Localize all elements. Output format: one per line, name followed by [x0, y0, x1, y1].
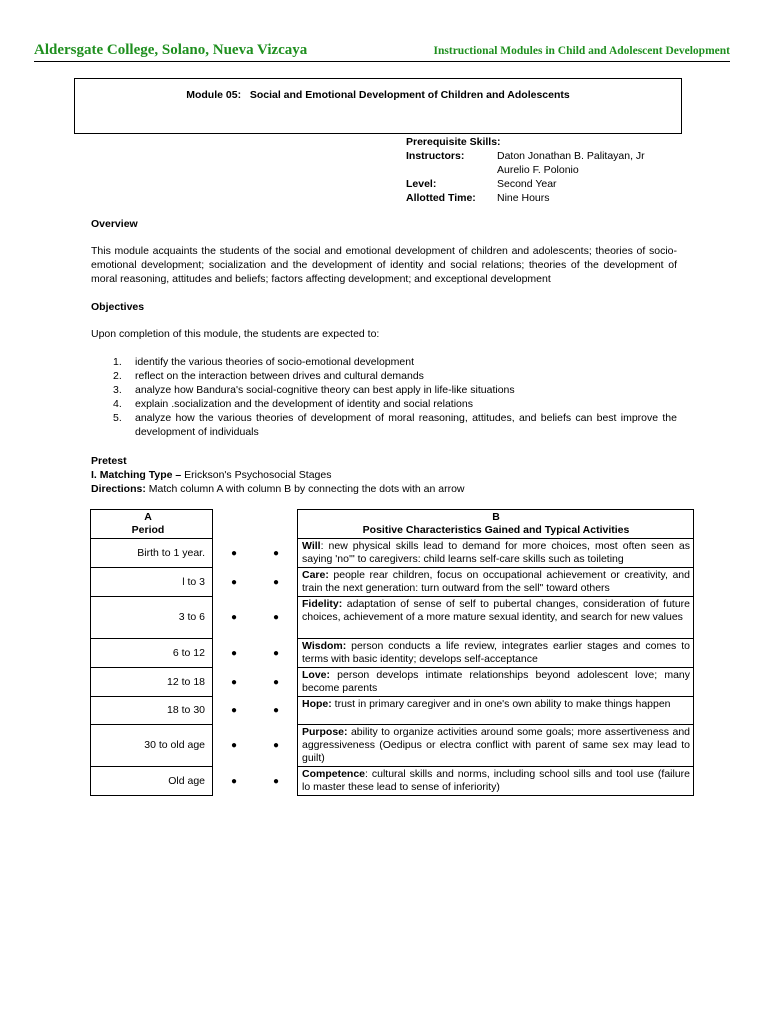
time-value: Nine Hours — [497, 192, 550, 204]
overview-text: This module acquaints the students of the social and emotional development of children and adolescents; theories of socio-emotional development; socialization and the development of identity and social relations; theories of the development of moral reasoning, attitudes and beliefs; factors affecting development; and exceptional development — [91, 245, 677, 285]
dot-a[interactable]: ● — [230, 576, 238, 588]
column-a-letter: A — [144, 511, 152, 523]
characteristic-desc: person develops intimate relationships beyond adolescent love; many become parents — [302, 669, 690, 694]
characteristic-term: Will — [302, 540, 321, 552]
characteristic-desc: people rear children, focus on occupational achievement or creativity, and train the next generation: turn outward from the sell" toward others — [302, 569, 690, 594]
characteristic-cell — [298, 697, 694, 725]
instructor-1: Daton Jonathan B. Palitayan, Jr — [497, 150, 645, 162]
dot-b[interactable]: ● — [272, 676, 280, 688]
dot-b[interactable]: ● — [272, 705, 280, 716]
period-cell: 12 to 18 — [91, 668, 213, 697]
objective-number: 2. — [113, 370, 122, 382]
module-title: Module 05: Social and Emotional Development of Children and Adolescents — [186, 89, 570, 101]
characteristic-term: Fidelity: — [302, 598, 343, 610]
objective-item — [91, 411, 677, 439]
table-row — [91, 725, 694, 767]
dot-b[interactable]: ● — [272, 647, 280, 659]
matching-type-text: Erickson's Psychosocial Stages — [181, 469, 332, 481]
period-cell: l to 3 — [91, 568, 213, 597]
column-b-header — [298, 510, 694, 539]
matching-type-line — [91, 468, 465, 482]
characteristic-desc: : new physical skills lead to demand for more choices, most often seen as saying 'no'" to caregivers: child learns self-care skills such as toileting — [302, 540, 690, 565]
objectives-heading: Objectives — [91, 301, 145, 313]
characteristic-term: Purpose: — [302, 726, 348, 738]
characteristic-cell — [298, 539, 694, 568]
dot-a[interactable]: ● — [230, 740, 238, 751]
characteristic-term: Care: — [302, 569, 329, 581]
characteristic-desc: ability to organize activities around some goals; more assertiveness and aggressiveness (Oedipus or electra conflict with parent of same sex may lead to guilt) — [302, 726, 690, 764]
table-row — [91, 597, 694, 639]
characteristic-cell — [298, 767, 694, 796]
characteristic-term: Hope: — [302, 698, 332, 710]
instructors-label: Instructors: — [406, 150, 465, 162]
characteristic-desc: adaptation of sense of self to pubertal changes, consideration of future choices, achievement of a more mature sexual identity, and search for new values — [302, 598, 690, 623]
characteristic-term: Competence — [302, 768, 366, 780]
column-b-title: Positive Characteristics Gained and Typical Activities — [362, 524, 630, 536]
column-a-header — [91, 510, 213, 539]
column-b-letter: B — [492, 511, 500, 523]
instructor-2: Aurelio F. Polonio — [497, 164, 579, 176]
dot-b[interactable]: ● — [272, 775, 280, 787]
characteristic-cell — [298, 597, 694, 639]
objective-text: analyze how Bandura's social-cognitive theory can best apply in life-like situations — [135, 384, 515, 396]
header-rule — [34, 61, 730, 62]
period-cell: Old age — [91, 767, 213, 796]
directions-line — [91, 482, 465, 496]
table-row — [91, 767, 694, 796]
period-cell: 3 to 6 — [91, 597, 213, 639]
objective-number: 5. — [113, 412, 122, 424]
period-cell: 30 to old age — [91, 725, 213, 767]
period-cell: 6 to 12 — [91, 639, 213, 668]
dot-a[interactable]: ● — [230, 547, 238, 559]
characteristic-cell — [298, 725, 694, 767]
modules-series-title: Instructional Modules in Child and Adolescent Development — [433, 45, 730, 57]
pretest-heading: Pretest — [91, 455, 127, 467]
characteristic-desc: person conducts a life review, integrates earlier stages and comes to terms with basic identity; develops self-acceptance — [302, 640, 690, 665]
prereq-label: Prerequisite Skills: — [406, 136, 501, 148]
column-a-title: Period — [131, 524, 165, 536]
characteristic-cell — [298, 639, 694, 668]
objective-number: 1. — [113, 356, 122, 368]
dot-b[interactable]: ● — [272, 612, 280, 623]
objective-text: analyze how the various theories of development of moral reasoning, attitudes, and beliefs can best improve the development of individuals — [135, 412, 677, 438]
objective-number: 4. — [113, 398, 122, 410]
period-cell: 18 to 30 — [91, 697, 213, 725]
dot-a[interactable]: ● — [230, 612, 238, 623]
period-cell: Birth to 1 year. — [91, 539, 213, 568]
time-label: Allotted Time: — [406, 192, 476, 204]
matching-table — [90, 509, 694, 796]
dot-a[interactable]: ● — [230, 647, 238, 659]
objectives-intro: Upon completion of this module, the students are expected to: — [91, 328, 380, 340]
table-row — [91, 539, 694, 568]
dot-a[interactable]: ● — [230, 775, 238, 787]
characteristic-desc: : cultural skills and norms, including school sills and tool use (failure lo master these lead to sense of inferiority) — [302, 768, 690, 793]
module-title-box — [74, 78, 682, 134]
objective-item — [91, 355, 677, 369]
characteristic-cell — [298, 568, 694, 597]
matching-type-label: I. Matching Type – — [91, 469, 182, 481]
table-row — [91, 668, 694, 697]
directions-label: Directions: — [91, 483, 146, 495]
level-label: Level: — [406, 178, 437, 190]
objective-text: explain .socialization and the development of identity and social relations — [135, 398, 473, 410]
overview-heading: Overview — [91, 218, 138, 230]
level-value: Second Year — [497, 178, 557, 190]
dot-a[interactable]: ● — [230, 705, 238, 716]
objective-item — [91, 383, 677, 397]
table-row — [91, 697, 694, 725]
objective-text: reflect on the interaction between drives and cultural demands — [135, 370, 424, 382]
dot-b[interactable]: ● — [272, 547, 280, 559]
table-row — [91, 639, 694, 668]
objective-number: 3. — [113, 384, 122, 396]
table-row — [91, 568, 694, 597]
directions-text: Match column A with column B by connecting the dots with an arrow — [145, 483, 465, 495]
college-name: Aldersgate College, Solano, Nueva Vizcaya — [34, 42, 308, 58]
objective-item — [91, 397, 677, 411]
objective-item — [91, 369, 677, 383]
characteristic-term: Wisdom: — [302, 640, 347, 652]
dot-a[interactable]: ● — [230, 676, 238, 688]
objectives-list — [91, 355, 677, 439]
dot-b[interactable]: ● — [272, 740, 280, 751]
pretest-block — [91, 454, 465, 496]
characteristic-desc: trust in primary caregiver and in one's own ability to make things happen — [331, 698, 671, 710]
characteristic-term: Love: — [302, 669, 331, 681]
objective-text: identify the various theories of socio-emotional development — [135, 356, 414, 368]
module-meta — [406, 135, 645, 205]
dot-b[interactable]: ● — [272, 576, 280, 588]
characteristic-cell — [298, 668, 694, 697]
